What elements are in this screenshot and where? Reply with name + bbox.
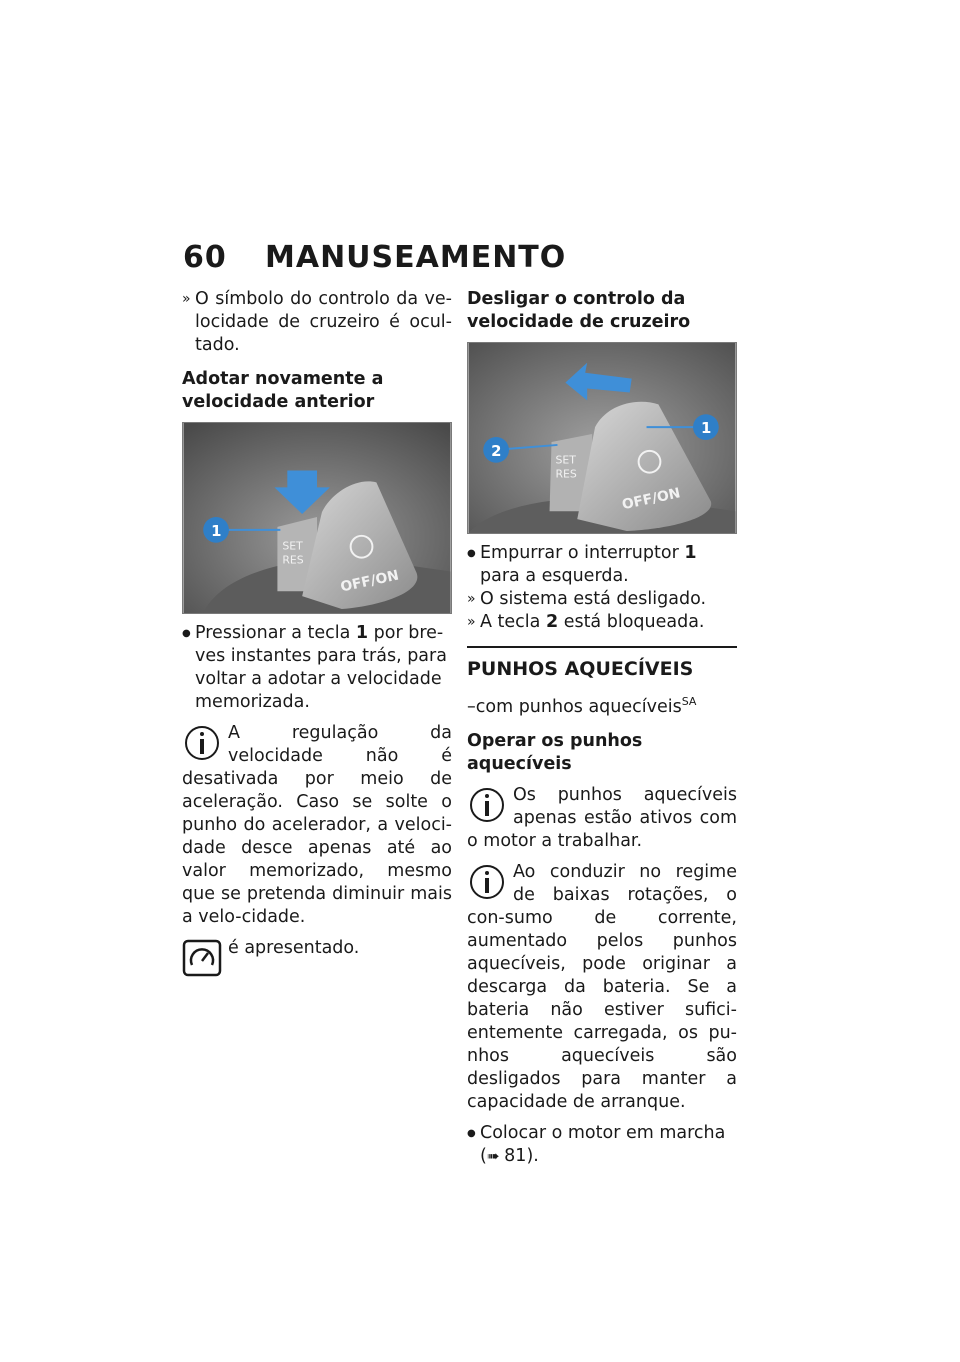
info-note-icon [467,786,507,824]
note-throttle: A regulação da velocidade não é desativada por meio de aceleração. Caso se solte o punho do acelerador, a veloci-dade desce apenas até ao valor memorizado, mesmo que se pretenda diminuir mais a velo-cidade. [182,723,452,927]
page-reference-arrow-icon: ➠ [486,1146,505,1165]
symbol-shown-row: é apresentado. [182,937,452,977]
page-reference-link[interactable]: 81). [504,1145,539,1166]
result-key-locked: » A tecla 2 está bloqueada. [467,611,737,634]
section-heated-grips: PUNHOS AQUECÍVEIS [467,646,737,681]
res-text: RES [282,553,304,567]
figure-switch-off [467,342,737,534]
offon-text: OFF/ON [620,485,682,514]
note-engine-running: Os punhos aquecíveis apenas estão ativos com o motor a trabalhar. [467,784,737,851]
callout-1-label: 1 [211,522,222,540]
info-note-icon [182,724,222,762]
equipment-condition: –com punhos aquecíveis$^{SA}$ [467,695,697,717]
result-system-off: » O sistema está desligado. [467,588,737,611]
right-column [467,288,737,1168]
note-low-rpm: Ao conduzir no regime de baixas rotações, o con-sumo de corrente, aumentado pelos punhos aquecíveis, pode originar a descarga da bateria. Se a bateria não estiver sufici-entemente carregada, os pu-nhos aquecíveis são desligados para manter a capacidade de arranque. [467,861,737,1112]
offon-text: OFF/ON [339,567,401,596]
figure-set-res-press [182,422,452,614]
info-note-icon [467,863,507,901]
res-text: RES [555,467,577,481]
set-text: SET [555,453,576,467]
result-symbol-hidden: » O símbolo do controlo da ve-locidade de cruzeiro é ocul-tado. [182,288,452,357]
step-push-switch: ● Empurrar o interruptor 1 para a esquerda. [467,542,737,588]
heading-resume-speed: Adotar novamente a velocidade anterior [182,369,384,412]
set-text: SET [282,539,303,553]
page-number: 60 [183,240,227,275]
callout-2-label: 2 [491,442,502,460]
heading-switch-off: Desligar o controlo da velocidade de cruzeiro [467,289,691,332]
left-column [182,288,452,985]
callout-1-label: 1 [700,420,712,438]
step-press-key: ● Pressionar a tecla 1 por bre-ves instantes para trás, para voltar a adotar a velocidade memorizada. [182,622,452,714]
section-title: MANUSEAMENTO [265,240,567,275]
page-header [183,240,566,275]
heading-operate-grips: Operar os punhos aquecíveis [467,730,643,774]
cruise-control-symbol-icon [182,939,222,977]
step-start-engine: ● Colocar o motor em marcha (➠ 81). [467,1122,737,1168]
